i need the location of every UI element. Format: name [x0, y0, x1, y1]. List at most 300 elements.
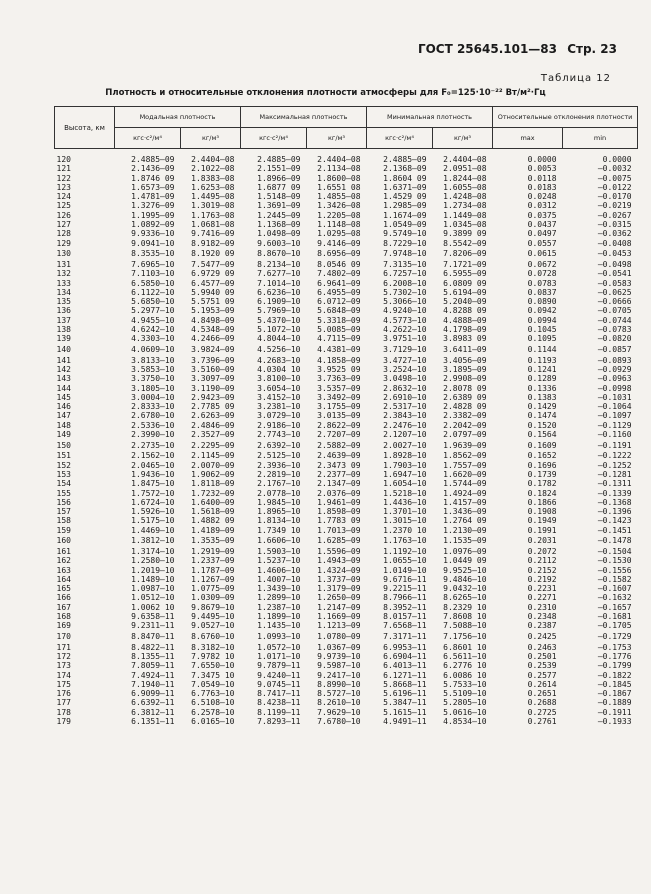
value-cell: 5.3066—10: [383, 297, 427, 307]
value-cell: 5.6194—09: [443, 287, 487, 297]
value-cell: 1.2370 10: [383, 525, 427, 535]
height-cell: 130: [56, 249, 71, 259]
value-cell: —0.0498: [597, 259, 632, 269]
value-cell: —0.1582: [597, 574, 632, 584]
value-cell: 5.3318—09: [317, 315, 361, 325]
dev-max-header: max: [493, 128, 563, 149]
value-cell: —0.0541: [597, 269, 632, 279]
value-cell: 4.9455—10: [131, 315, 175, 325]
value-cell: 4.1798—09: [443, 325, 487, 335]
value-cell: 3.1805—10: [131, 383, 175, 393]
value-cell: 0.2031: [527, 536, 557, 546]
value-cell: 2.3527—09: [191, 430, 235, 440]
value-cell: 2.3382—09: [443, 411, 487, 421]
value-cell: 1.2919—09: [191, 546, 235, 556]
table-row: [55, 344, 638, 356]
value-cell: 3.0004—10: [131, 392, 175, 402]
value-cell: 5.1072—10: [257, 325, 301, 335]
value-cell: 1.1148—08: [317, 220, 361, 230]
value-cell: 2.4404—08: [191, 155, 235, 164]
value-cell: 2.8632—10: [383, 383, 427, 393]
value-cell: 1.6055—08: [443, 182, 487, 192]
value-cell: 0.2501: [527, 651, 557, 661]
height-cell: 126: [56, 210, 71, 220]
table-row: [55, 402, 638, 411]
value-cell: 9.0745—11: [257, 679, 301, 689]
value-cell: 2.2042—09: [443, 420, 487, 430]
value-cell: 7.0549—10: [191, 679, 235, 689]
value-cell: 2.0027—10: [383, 440, 427, 450]
value-cell: 5.4370—10: [257, 315, 301, 325]
height-cell: 143: [56, 374, 71, 384]
value-cell: 1.2650—09: [317, 593, 361, 603]
value-cell: 0.0375: [527, 210, 557, 220]
value-cell: 6.1909—10: [257, 297, 301, 307]
value-cell: 2.3843—10: [383, 411, 427, 421]
value-cell: 2.1436—09: [131, 164, 175, 174]
value-cell: 1.6573—09: [131, 182, 175, 192]
value-cell: 1.0295—08: [317, 229, 361, 239]
value-cell: 0.1241: [527, 364, 557, 374]
value-cell: 6.5108—10: [191, 698, 235, 708]
value-cell: 4.1858—09: [317, 355, 361, 365]
value-cell: 7.8608 10: [443, 612, 487, 622]
height-cell: 151: [56, 451, 71, 461]
value-cell: 1.1192—10: [383, 546, 427, 556]
value-cell: 9.5749—10: [383, 229, 427, 239]
value-cell: 3.8100—10: [257, 374, 301, 384]
height-cell: 162: [56, 556, 71, 566]
height-cell: 137: [56, 315, 71, 325]
value-cell: 3.1895—09: [443, 364, 487, 374]
value-cell: —0.1933: [597, 717, 632, 727]
table-row: [55, 547, 638, 556]
value-cell: 0.1949: [527, 516, 557, 526]
value-cell: 0.1696: [527, 460, 557, 470]
table-row: [55, 316, 638, 325]
value-cell: 3.5357—09: [317, 383, 361, 393]
value-cell: —0.1191: [597, 440, 632, 450]
value-cell: 1.4495—08: [191, 192, 235, 202]
value-cell: 8.7229—10: [383, 238, 427, 248]
table-row: [55, 229, 638, 238]
table-row: [55, 575, 638, 584]
value-cell: —0.1097: [597, 411, 632, 421]
table-row: [55, 566, 638, 575]
value-cell: 3.7129—10: [383, 344, 427, 354]
value-cell: 7.1014—10: [257, 278, 301, 288]
height-cell: 172: [56, 651, 71, 661]
value-cell: 1.4436—10: [383, 497, 427, 507]
value-cell: 1.8598—09: [317, 507, 361, 517]
value-cell: 0.2271: [527, 593, 557, 603]
value-cell: 3.0498—10: [383, 374, 427, 384]
value-cell: 0.0000: [602, 155, 632, 164]
value-cell: 1.4882 09: [191, 516, 235, 526]
value-cell: 1.8475—10: [131, 479, 175, 489]
modal-header: Модальная плотность: [115, 107, 241, 128]
value-cell: —0.1729: [597, 632, 632, 641]
value-cell: —0.0963: [597, 374, 632, 384]
table-row: [55, 269, 638, 278]
height-cell: 167: [56, 602, 71, 612]
value-cell: 2.1145—09: [191, 451, 235, 461]
value-cell: 1.8118—09: [191, 479, 235, 489]
height-cell: 122: [56, 173, 71, 183]
value-cell: —0.1845: [597, 679, 632, 689]
value-cell: 1.4529 09: [383, 192, 427, 202]
value-cell: 9.4846—10: [443, 574, 487, 584]
value-cell: 0.1474: [527, 411, 557, 421]
value-cell: 1.3439—10: [257, 584, 301, 594]
value-cell: 1.7783 09: [317, 516, 361, 526]
value-cell: 9.2311—11: [131, 621, 175, 631]
height-cell: 147: [56, 411, 71, 421]
value-cell: 0.0248: [527, 192, 557, 202]
height-cell: 149: [56, 430, 71, 440]
value-cell: 9.6003—10: [257, 238, 301, 248]
height-cell: 169: [56, 621, 71, 631]
value-cell: 1.8965—10: [257, 507, 301, 517]
page-header: [412, 42, 617, 56]
height-cell: 160: [56, 536, 71, 546]
value-cell: —0.0820: [597, 334, 632, 344]
value-cell: 3.8133—10: [131, 355, 175, 365]
value-cell: —0.0315: [597, 220, 632, 230]
value-cell: 6.3812—11: [131, 707, 175, 717]
value-cell: —0.0583: [597, 278, 632, 288]
value-cell: 2.7743—10: [257, 430, 301, 440]
value-cell: 1.0976—09: [443, 546, 487, 556]
value-cell: 6.1351—11: [131, 717, 175, 727]
value-cell: 3.5160—09: [191, 364, 235, 374]
value-cell: 4.8044—10: [257, 334, 301, 344]
table-row: [55, 201, 638, 210]
value-cell: 9.0941—10: [131, 238, 175, 248]
value-cell: 5.2977—10: [131, 306, 175, 316]
value-cell: —0.1031: [597, 392, 632, 402]
value-cell: 2.6389 09: [443, 392, 487, 402]
value-cell: 5.9940 09: [191, 287, 235, 297]
value-cell: 1.1267—09: [191, 574, 235, 584]
value-cell: 8.8670—10: [257, 249, 301, 259]
value-cell: 4.5256—10: [257, 344, 301, 354]
value-cell: 0.2310: [527, 602, 557, 612]
value-cell: 0.0890: [527, 297, 557, 307]
value-cell: 0.2725: [527, 707, 557, 717]
unit-header: кг/м³: [307, 128, 367, 149]
value-cell: 6.6904—11: [383, 651, 427, 661]
value-cell: 0.0437: [527, 220, 557, 230]
value-cell: 0.1866: [527, 497, 557, 507]
deviation-header: Относительные отклонения плотности: [493, 107, 638, 128]
value-cell: 2.4404—08: [443, 155, 487, 164]
height-cell: 157: [56, 507, 71, 517]
height-cell: 154: [56, 479, 71, 489]
value-cell: 2.5882—09: [317, 440, 361, 450]
value-cell: —0.1252: [597, 460, 632, 470]
value-cell: 9.8679—10: [191, 602, 235, 612]
table-row: [55, 631, 638, 643]
value-cell: 0.1336: [527, 383, 557, 393]
height-cell: 153: [56, 469, 71, 479]
value-cell: 1.4007—10: [257, 574, 301, 584]
value-cell: 1.5744—09: [443, 479, 487, 489]
value-cell: 7.5477—09: [191, 259, 235, 269]
value-cell: 8.6760—10: [191, 632, 235, 641]
value-cell: 1.4189—09: [191, 525, 235, 535]
value-cell: 1.3812—10: [131, 536, 175, 546]
value-cell: 0.0497: [527, 229, 557, 239]
value-cell: 1.3701—10: [383, 507, 427, 517]
value-cell: 7.3171—11: [383, 632, 427, 641]
value-cell: 2.5125—10: [257, 451, 301, 461]
value-cell: 2.1347—09: [317, 479, 361, 489]
value-cell: 1.4324—09: [317, 565, 361, 575]
value-cell: 1.4781—09: [131, 192, 175, 202]
value-cell: 1.1368—09: [257, 220, 301, 230]
unit-header: кгс·с²/м⁴: [241, 128, 307, 149]
value-cell: 2.1207—10: [383, 430, 427, 440]
value-cell: 2.1368—09: [383, 164, 427, 174]
value-cell: 1.3737—09: [317, 574, 361, 584]
value-cell: —0.1451: [597, 525, 632, 535]
table-row: [55, 374, 638, 383]
height-cell: 129: [56, 238, 71, 248]
table-label: Таблица 12: [540, 73, 611, 84]
value-cell: 1.7013—09: [317, 525, 361, 535]
table-row: [55, 439, 638, 451]
value-cell: —0.0625: [597, 287, 632, 297]
value-cell: 6.0165—10: [191, 717, 235, 727]
height-cell: 164: [56, 574, 71, 584]
value-cell: —0.1799: [597, 661, 632, 671]
height-cell: 125: [56, 201, 71, 211]
table-row: [55, 384, 638, 393]
value-cell: 5.6196—11: [383, 689, 427, 699]
value-cell: 0.1609: [527, 440, 557, 450]
density-table: [54, 106, 638, 726]
height-cell: 150: [56, 440, 71, 450]
value-cell: 2.3936—10: [257, 460, 301, 470]
value-cell: 0.0557: [527, 238, 557, 248]
table-row: [55, 220, 638, 229]
value-cell: 1.3174—10: [131, 546, 175, 556]
value-cell: 1.5175—10: [131, 516, 175, 526]
value-cell: 0.0672: [527, 259, 557, 269]
value-cell: 0.1908: [527, 507, 557, 517]
value-cell: 0.2231: [527, 584, 557, 594]
table-row: [55, 393, 638, 402]
value-cell: —0.1556: [597, 565, 632, 575]
value-cell: 1.2205—08: [317, 210, 361, 220]
value-cell: 2.6392—10: [257, 440, 301, 450]
value-cell: 1.4248—08: [443, 192, 487, 202]
value-cell: 1.5618—09: [191, 507, 235, 517]
value-cell: —0.0744: [597, 315, 632, 325]
value-cell: 1.2130—09: [443, 525, 487, 535]
value-cell: 1.3535—09: [191, 536, 235, 546]
value-cell: 1.4469—10: [131, 525, 175, 535]
value-cell: 0.2688: [527, 698, 557, 708]
gost-number: ГОСТ 25645.101—83: [417, 42, 558, 56]
value-cell: 3.4727—10: [383, 355, 427, 365]
value-cell: 0.1739: [527, 469, 557, 479]
value-cell: 2.6910—10: [383, 392, 427, 402]
value-cell: 6.5611—10: [443, 651, 487, 661]
table-row: [55, 288, 638, 297]
value-cell: 8.0546 09: [317, 259, 361, 269]
value-cell: —0.0453: [597, 249, 632, 259]
value-cell: 1.0655—10: [383, 556, 427, 566]
value-cell: 4.9491—11: [383, 717, 427, 727]
value-cell: 5.7969—10: [257, 306, 301, 316]
value-cell: —0.0075: [597, 173, 632, 183]
height-cell: 121: [56, 164, 71, 174]
table-row: [55, 297, 638, 306]
height-cell: 136: [56, 306, 71, 316]
value-cell: —0.1911: [597, 707, 632, 717]
value-cell: 8.7417—11: [257, 689, 301, 699]
value-cell: 3.1190—09: [191, 383, 235, 393]
value-cell: 2.4828 09: [443, 402, 487, 412]
value-cell: 1.0498—09: [257, 229, 301, 239]
value-cell: 0.1782: [527, 479, 557, 489]
value-cell: 8.8470—11: [131, 632, 175, 641]
value-cell: 6.5955—09: [443, 269, 487, 279]
value-cell: 1.5903—10: [257, 546, 301, 556]
table-row: [55, 612, 638, 621]
value-cell: 1.6947—10: [383, 469, 427, 479]
value-cell: 1.3276—09: [131, 201, 175, 211]
value-cell: 4.6242—10: [131, 325, 175, 335]
value-cell: 1.6285—09: [317, 536, 361, 546]
value-cell: 1.2337—09: [191, 556, 235, 566]
value-cell: 0.2539: [527, 661, 557, 671]
table-row: [55, 507, 638, 516]
value-cell: 6.9099—11: [131, 689, 175, 699]
value-cell: —0.1339: [597, 488, 632, 498]
table-row: [55, 149, 638, 165]
value-cell: 1.8244—08: [443, 173, 487, 183]
value-cell: 1.3436—09: [443, 507, 487, 517]
value-cell: 7.5088—10: [443, 621, 487, 631]
value-cell: —0.0783: [597, 325, 632, 335]
value-cell: 0.2651: [527, 689, 557, 699]
value-cell: 1.6054—10: [383, 479, 427, 489]
value-cell: 1.2734—08: [443, 201, 487, 211]
value-cell: 7.1103—10: [131, 269, 175, 279]
value-cell: 0.2761: [527, 717, 557, 727]
value-cell: 4.4381—09: [317, 344, 361, 354]
value-cell: —0.1396: [597, 507, 632, 517]
value-cell: 8.3535—10: [131, 249, 175, 259]
height-cell: 177: [56, 698, 71, 708]
value-cell: —0.1705: [597, 621, 632, 631]
table-row: [55, 211, 638, 220]
value-cell: 1.0149—10: [383, 565, 427, 575]
value-cell: —0.1822: [597, 670, 632, 680]
value-cell: 1.1435—10: [257, 621, 301, 631]
value-cell: 5.1953—09: [191, 306, 235, 316]
value-cell: 1.0681—08: [191, 220, 235, 230]
value-cell: 1.7232—09: [191, 488, 235, 498]
value-cell: 8.6956—09: [317, 249, 361, 259]
value-cell: —0.0219: [597, 201, 632, 211]
value-cell: 1.4606—10: [257, 565, 301, 575]
value-cell: 7.9782 10: [191, 651, 235, 661]
value-cell: 4.2622—10: [383, 325, 427, 335]
height-cell: 156: [56, 497, 71, 507]
value-cell: 6.5850—10: [131, 278, 175, 288]
value-cell: 6.7763—10: [191, 689, 235, 699]
table-row: [55, 356, 638, 365]
value-cell: 6.0086 10: [443, 670, 487, 680]
value-cell: 1.7572—10: [131, 488, 175, 498]
value-cell: 6.1271—11: [383, 670, 427, 680]
value-cell: 0.1193: [527, 355, 557, 365]
value-cell: 2.3990—10: [131, 430, 175, 440]
value-cell: 1.0775—09: [191, 584, 235, 594]
table-row: [55, 248, 638, 260]
table-row: [55, 652, 638, 661]
value-cell: 2.1767—10: [257, 479, 301, 489]
value-cell: 2.8622—09: [317, 420, 361, 430]
unit-header: кг/м³: [181, 128, 241, 149]
value-cell: 6.4013—11: [383, 661, 427, 671]
value-cell: 1.0892—09: [131, 220, 175, 230]
height-cell: 170: [56, 632, 71, 641]
value-cell: 1.1213—09: [317, 621, 361, 631]
value-cell: 3.0135—09: [317, 411, 361, 421]
value-cell: 2.3473 09: [317, 460, 361, 470]
value-cell: 7.9748—10: [383, 249, 427, 259]
value-cell: 9.2417—10: [317, 670, 361, 680]
value-cell: 7.4924—11: [131, 670, 175, 680]
value-cell: 1.1669—09: [317, 612, 361, 622]
value-cell: —0.1129: [597, 420, 632, 430]
value-cell: 1.4855—08: [317, 192, 361, 202]
value-cell: 5.0085—09: [317, 325, 361, 335]
value-cell: 0.2072: [527, 546, 557, 556]
value-cell: 0.0728: [527, 269, 557, 279]
height-cell: 123: [56, 182, 71, 192]
value-cell: 6.9641—09: [317, 278, 361, 288]
height-cell: 134: [56, 287, 71, 297]
height-cell: 120: [56, 155, 71, 164]
value-cell: 1.2147—09: [317, 602, 361, 612]
table-row: [55, 535, 638, 547]
value-cell: —0.0929: [597, 364, 632, 374]
value-cell: 4.3303—10: [131, 334, 175, 344]
value-cell: 2.4885—09: [383, 155, 427, 164]
value-cell: —0.1776: [597, 651, 632, 661]
value-cell: 1.5596—09: [317, 546, 361, 556]
value-cell: 6.0712—09: [317, 297, 361, 307]
value-cell: 1.6400—09: [191, 497, 235, 507]
table-row: [55, 556, 638, 565]
value-cell: 2.1562—10: [131, 451, 175, 461]
value-cell: 5.0616—10: [443, 707, 487, 717]
unit-header: кг/м³: [433, 128, 493, 149]
value-cell: 9.9336—10: [131, 229, 175, 239]
value-cell: 1.0367—09: [317, 642, 361, 652]
value-cell: 0.0000: [527, 155, 557, 164]
table-row: [55, 430, 638, 439]
value-cell: 4.2466—09: [191, 334, 235, 344]
value-cell: 0.1429: [527, 402, 557, 412]
value-cell: 4.5348—09: [191, 325, 235, 335]
